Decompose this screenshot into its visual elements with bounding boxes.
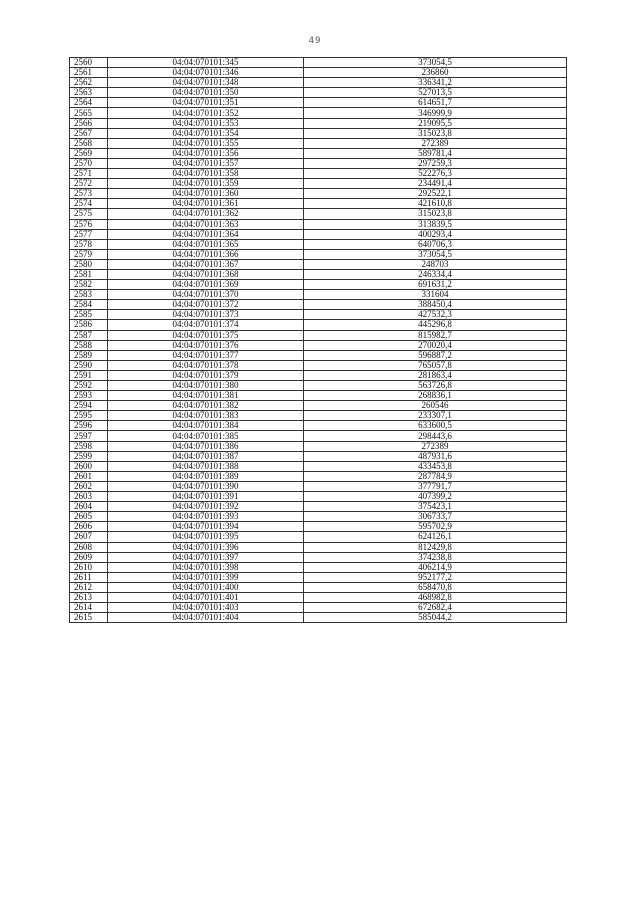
cadastral-number-cell: 04:04:070101:365 [108,239,304,249]
table-row [70,219,567,229]
cadastral-value-cell: 527013,5 [304,88,567,98]
cadastral-number-cell: 04:04:070101:358 [108,169,304,179]
row-number-cell: 2565 [70,108,108,118]
cadastral-value-cell: 388450,4 [304,300,567,310]
table-row [70,411,567,421]
cadastral-value-cell: 236860 [304,68,567,78]
row-number-cell: 2569 [70,148,108,158]
table-row [70,502,567,512]
cadastral-value-table [69,57,567,623]
cadastral-value-cell: 306733,7 [304,512,567,522]
table-row [70,229,567,239]
table-row [70,158,567,168]
table-row [70,431,567,441]
table-row [70,249,567,259]
row-number-cell: 2575 [70,209,108,219]
row-number-cell: 2583 [70,290,108,300]
cadastral-number-cell: 04:04:070101:396 [108,542,304,552]
table-row [70,350,567,360]
cadastral-number-cell: 04:04:070101:351 [108,98,304,108]
cadastral-number-cell: 04:04:070101:367 [108,259,304,269]
cadastral-number-cell: 04:04:070101:361 [108,199,304,209]
cadastral-value-cell: 272389 [304,441,567,451]
row-number-cell: 2582 [70,280,108,290]
table-row [70,461,567,471]
row-number-cell: 2571 [70,169,108,179]
table-row [70,179,567,189]
cadastral-value-cell: 522276,3 [304,169,567,179]
cadastral-number-cell: 04:04:070101:391 [108,492,304,502]
cadastral-number-cell: 04:04:070101:393 [108,512,304,522]
table-row [70,209,567,219]
row-number-cell: 2615 [70,613,108,623]
table-row [70,259,567,269]
cadastral-value-cell: 487931,6 [304,451,567,461]
cadastral-number-cell: 04:04:070101:387 [108,451,304,461]
cadastral-number-cell: 04:04:070101:362 [108,209,304,219]
cadastral-value-cell: 589781,4 [304,148,567,158]
cadastral-value-cell: 812429,8 [304,542,567,552]
row-number-cell: 2594 [70,401,108,411]
cadastral-number-cell: 04:04:070101:348 [108,78,304,88]
table-row [70,522,567,532]
table-body [70,58,567,623]
table-row [70,98,567,108]
cadastral-value-cell: 315023,8 [304,128,567,138]
row-number-cell: 2592 [70,381,108,391]
cadastral-number-cell: 04:04:070101:363 [108,219,304,229]
table-row [70,572,567,582]
cadastral-number-cell: 04:04:070101:397 [108,552,304,562]
cadastral-number-cell: 04:04:070101:374 [108,320,304,330]
row-number-cell: 2612 [70,582,108,592]
table-row [70,492,567,502]
cadastral-value-cell: 433453,8 [304,461,567,471]
row-number-cell: 2600 [70,461,108,471]
row-number-cell: 2578 [70,239,108,249]
table-row [70,290,567,300]
cadastral-value-cell: 373054,5 [304,249,567,259]
cadastral-value-cell: 633600,5 [304,421,567,431]
cadastral-number-cell: 04:04:070101:366 [108,249,304,259]
row-number-cell: 2570 [70,158,108,168]
row-number-cell: 2586 [70,320,108,330]
table-row [70,58,567,68]
row-number-cell: 2567 [70,128,108,138]
row-number-cell: 2579 [70,249,108,259]
cadastral-number-cell: 04:04:070101:404 [108,613,304,623]
row-number-cell: 2608 [70,542,108,552]
page-number: 49 [308,36,322,46]
cadastral-number-cell: 04:04:070101:388 [108,461,304,471]
row-number-cell: 2563 [70,88,108,98]
row-number-cell: 2602 [70,481,108,491]
row-number-cell: 2562 [70,78,108,88]
cadastral-number-cell: 04:04:070101:395 [108,532,304,542]
row-number-cell: 2597 [70,431,108,441]
cadastral-number-cell: 04:04:070101:380 [108,381,304,391]
cadastral-value-cell: 270020,4 [304,340,567,350]
row-number-cell: 2588 [70,340,108,350]
table-row [70,300,567,310]
cadastral-value-cell: 346999,9 [304,108,567,118]
cadastral-number-cell: 04:04:070101:368 [108,269,304,279]
cadastral-value-cell: 331604 [304,290,567,300]
cadastral-value-cell: 281863,4 [304,370,567,380]
cadastral-number-cell: 04:04:070101:390 [108,481,304,491]
table-row [70,552,567,562]
cadastral-number-cell: 04:04:070101:384 [108,421,304,431]
cadastral-value-cell: 658470,8 [304,582,567,592]
cadastral-value-cell: 260546 [304,401,567,411]
cadastral-value-cell: 624126,1 [304,532,567,542]
table-row [70,381,567,391]
cadastral-value-cell: 234491,4 [304,179,567,189]
cadastral-value-cell: 640706,3 [304,239,567,249]
cadastral-value-cell: 287784,9 [304,471,567,481]
row-number-cell: 2585 [70,310,108,320]
cadastral-value-cell: 445296,8 [304,320,567,330]
cadastral-value-cell: 406214,9 [304,562,567,572]
table-row [70,280,567,290]
table-row [70,148,567,158]
table-row [70,360,567,370]
cadastral-value-cell: 952177,2 [304,572,567,582]
cadastral-value-cell: 421610,8 [304,199,567,209]
cadastral-number-cell: 04:04:070101:386 [108,441,304,451]
table-row [70,169,567,179]
cadastral-value-cell: 298443,6 [304,431,567,441]
table-row [70,421,567,431]
cadastral-value-cell: 373054,5 [304,58,567,68]
cadastral-value-cell: 374238,8 [304,552,567,562]
cadastral-value-cell: 292522,1 [304,189,567,199]
cadastral-value-cell: 614651,7 [304,98,567,108]
table-row [70,128,567,138]
cadastral-value-cell: 248703 [304,259,567,269]
table-row [70,370,567,380]
row-number-cell: 2573 [70,189,108,199]
row-number-cell: 2561 [70,68,108,78]
row-number-cell: 2603 [70,492,108,502]
row-number-cell: 2591 [70,370,108,380]
row-number-cell: 2596 [70,421,108,431]
cadastral-value-cell: 407399,2 [304,492,567,502]
cadastral-number-cell: 04:04:070101:369 [108,280,304,290]
row-number-cell: 2572 [70,179,108,189]
row-number-cell: 2607 [70,532,108,542]
table-row [70,239,567,249]
cadastral-number-cell: 04:04:070101:399 [108,572,304,582]
cadastral-value-cell: 691631,2 [304,280,567,290]
cadastral-number-cell: 04:04:070101:401 [108,592,304,602]
cadastral-number-cell: 04:04:070101:356 [108,148,304,158]
cadastral-number-cell: 04:04:070101:403 [108,603,304,613]
table-row [70,108,567,118]
table-row [70,340,567,350]
cadastral-number-cell: 04:04:070101:375 [108,330,304,340]
cadastral-number-cell: 04:04:070101:398 [108,562,304,572]
table-row [70,481,567,491]
cadastral-number-cell: 04:04:070101:352 [108,108,304,118]
row-number-cell: 2587 [70,330,108,340]
row-number-cell: 2576 [70,219,108,229]
cadastral-value-cell: 219095,5 [304,118,567,128]
row-number-cell: 2577 [70,229,108,239]
cadastral-number-cell: 04:04:070101:383 [108,411,304,421]
row-number-cell: 2564 [70,98,108,108]
cadastral-value-cell: 297259,3 [304,158,567,168]
row-number-cell: 2606 [70,522,108,532]
table-row [70,78,567,88]
row-number-cell: 2611 [70,572,108,582]
row-number-cell: 2581 [70,269,108,279]
table-row [70,330,567,340]
table-row [70,592,567,602]
table-row [70,532,567,542]
cadastral-number-cell: 04:04:070101:359 [108,179,304,189]
cadastral-number-cell: 04:04:070101:400 [108,582,304,592]
cadastral-number-cell: 04:04:070101:381 [108,391,304,401]
cadastral-number-cell: 04:04:070101:345 [108,58,304,68]
cadastral-number-cell: 04:04:070101:357 [108,158,304,168]
row-number-cell: 2610 [70,562,108,572]
row-number-cell: 2590 [70,360,108,370]
table-row [70,138,567,148]
cadastral-number-cell: 04:04:070101:373 [108,310,304,320]
row-number-cell: 2589 [70,350,108,360]
cadastral-number-cell: 04:04:070101:346 [108,68,304,78]
cadastral-number-cell: 04:04:070101:354 [108,128,304,138]
row-number-cell: 2574 [70,199,108,209]
row-number-cell: 2595 [70,411,108,421]
cadastral-value-cell: 596887,2 [304,350,567,360]
cadastral-number-cell: 04:04:070101:377 [108,350,304,360]
row-number-cell: 2593 [70,391,108,401]
cadastral-number-cell: 04:04:070101:350 [108,88,304,98]
cadastral-number-cell: 04:04:070101:394 [108,522,304,532]
cadastral-value-cell: 268836,1 [304,391,567,401]
cadastral-value-cell: 233307,1 [304,411,567,421]
cadastral-number-cell: 04:04:070101:379 [108,370,304,380]
cadastral-value-cell: 313839,5 [304,219,567,229]
cadastral-number-cell: 04:04:070101:364 [108,229,304,239]
row-number-cell: 2568 [70,138,108,148]
table-row [70,441,567,451]
table-row [70,471,567,481]
table-row [70,391,567,401]
table-row [70,310,567,320]
row-number-cell: 2601 [70,471,108,481]
row-number-cell: 2580 [70,259,108,269]
cadastral-value-cell: 377791,7 [304,481,567,491]
table-row [70,582,567,592]
table-row [70,189,567,199]
table-row [70,401,567,411]
table-row [70,269,567,279]
cadastral-value-cell: 595702,9 [304,522,567,532]
cadastral-number-cell: 04:04:070101:389 [108,471,304,481]
row-number-cell: 2566 [70,118,108,128]
cadastral-number-cell: 04:04:070101:360 [108,189,304,199]
row-number-cell: 2598 [70,441,108,451]
row-number-cell: 2609 [70,552,108,562]
cadastral-number-cell: 04:04:070101:382 [108,401,304,411]
table-row [70,320,567,330]
cadastral-value-cell: 315023,8 [304,209,567,219]
row-number-cell: 2614 [70,603,108,613]
table-row [70,603,567,613]
cadastral-value-cell: 375423,1 [304,502,567,512]
row-number-cell: 2613 [70,592,108,602]
table-row [70,451,567,461]
row-number-cell: 2560 [70,58,108,68]
table-row [70,118,567,128]
cadastral-number-cell: 04:04:070101:385 [108,431,304,441]
table-row [70,613,567,623]
table-row [70,512,567,522]
cadastral-value-cell: 672682,4 [304,603,567,613]
cadastral-value-cell: 427532,3 [304,310,567,320]
row-number-cell: 2604 [70,502,108,512]
cadastral-value-cell: 336341,2 [304,78,567,88]
cadastral-value-cell: 815982,7 [304,330,567,340]
table-row [70,542,567,552]
cadastral-number-cell: 04:04:070101:378 [108,360,304,370]
cadastral-number-cell: 04:04:070101:353 [108,118,304,128]
cadastral-number-cell: 04:04:070101:372 [108,300,304,310]
table-row [70,562,567,572]
row-number-cell: 2584 [70,300,108,310]
table-row [70,68,567,78]
table-row [70,199,567,209]
cadastral-number-cell: 04:04:070101:355 [108,138,304,148]
row-number-cell: 2599 [70,451,108,461]
cadastral-value-cell: 400293,4 [304,229,567,239]
cadastral-value-cell: 468982,8 [304,592,567,602]
cadastral-value-cell: 563726,8 [304,381,567,391]
cadastral-number-cell: 04:04:070101:376 [108,340,304,350]
cadastral-number-cell: 04:04:070101:370 [108,290,304,300]
cadastral-value-cell: 272389 [304,138,567,148]
table-row [70,88,567,98]
cadastral-number-cell: 04:04:070101:392 [108,502,304,512]
cadastral-value-cell: 765057,8 [304,360,567,370]
row-number-cell: 2605 [70,512,108,522]
cadastral-value-cell: 246334,4 [304,269,567,279]
cadastral-value-cell: 585044,2 [304,613,567,623]
